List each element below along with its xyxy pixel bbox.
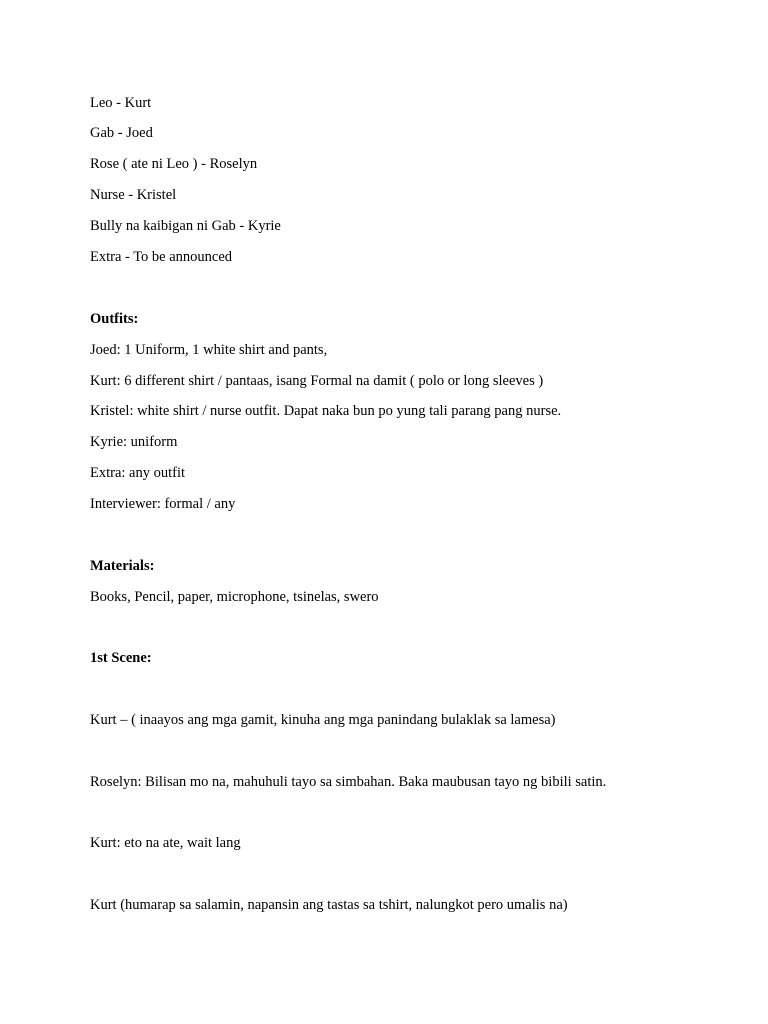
cast-line: Leo - Kurt [90, 95, 152, 111]
scene-line: Kurt (humarap sa salamin, napansin ang tastas sa tshirt, nalungkot pero umalis na) [90, 897, 568, 913]
outfits-heading: Outfits: [90, 311, 139, 327]
cast-line: Bully na kaibigan ni Gab - Kyrie [90, 218, 281, 234]
outfit-line: Interviewer: formal / any [90, 496, 236, 512]
cast-line: Gab - Joed [90, 125, 153, 141]
materials-heading: Materials: [90, 558, 155, 574]
outfit-line: Kurt: 6 different shirt / pantaas, isang Formal na damit ( polo or long sleeves ) [90, 373, 544, 389]
outfit-line: Kyrie: uniform [90, 434, 178, 450]
scene-line: Kurt: eto na ate, wait lang [90, 835, 241, 851]
materials-text: Books, Pencil, paper, microphone, tsinelas, swero [90, 589, 379, 605]
scene-heading: 1st Scene: [90, 650, 152, 666]
cast-line: Nurse - Kristel [90, 187, 177, 203]
cast-line: Extra - To be announced [90, 249, 233, 265]
outfit-line: Joed: 1 Uniform, 1 white shirt and pants, [90, 342, 328, 358]
scene-line: Roselyn: Bilisan mo na, mahuhuli tayo sa simbahan. Baka maubusan tayo ng bibili satin. [90, 774, 607, 790]
scene-line: Kurt – ( inaayos ang mga gamit, kinuha ang mga panindang bulaklak sa lamesa) [90, 712, 556, 728]
cast-line: Rose ( ate ni Leo ) - Roselyn [90, 156, 258, 172]
outfit-line: Kristel: white shirt / nurse outfit. Dapat naka bun po yung tali parang pang nurse. [90, 403, 562, 419]
outfit-line: Extra: any outfit [90, 465, 186, 481]
